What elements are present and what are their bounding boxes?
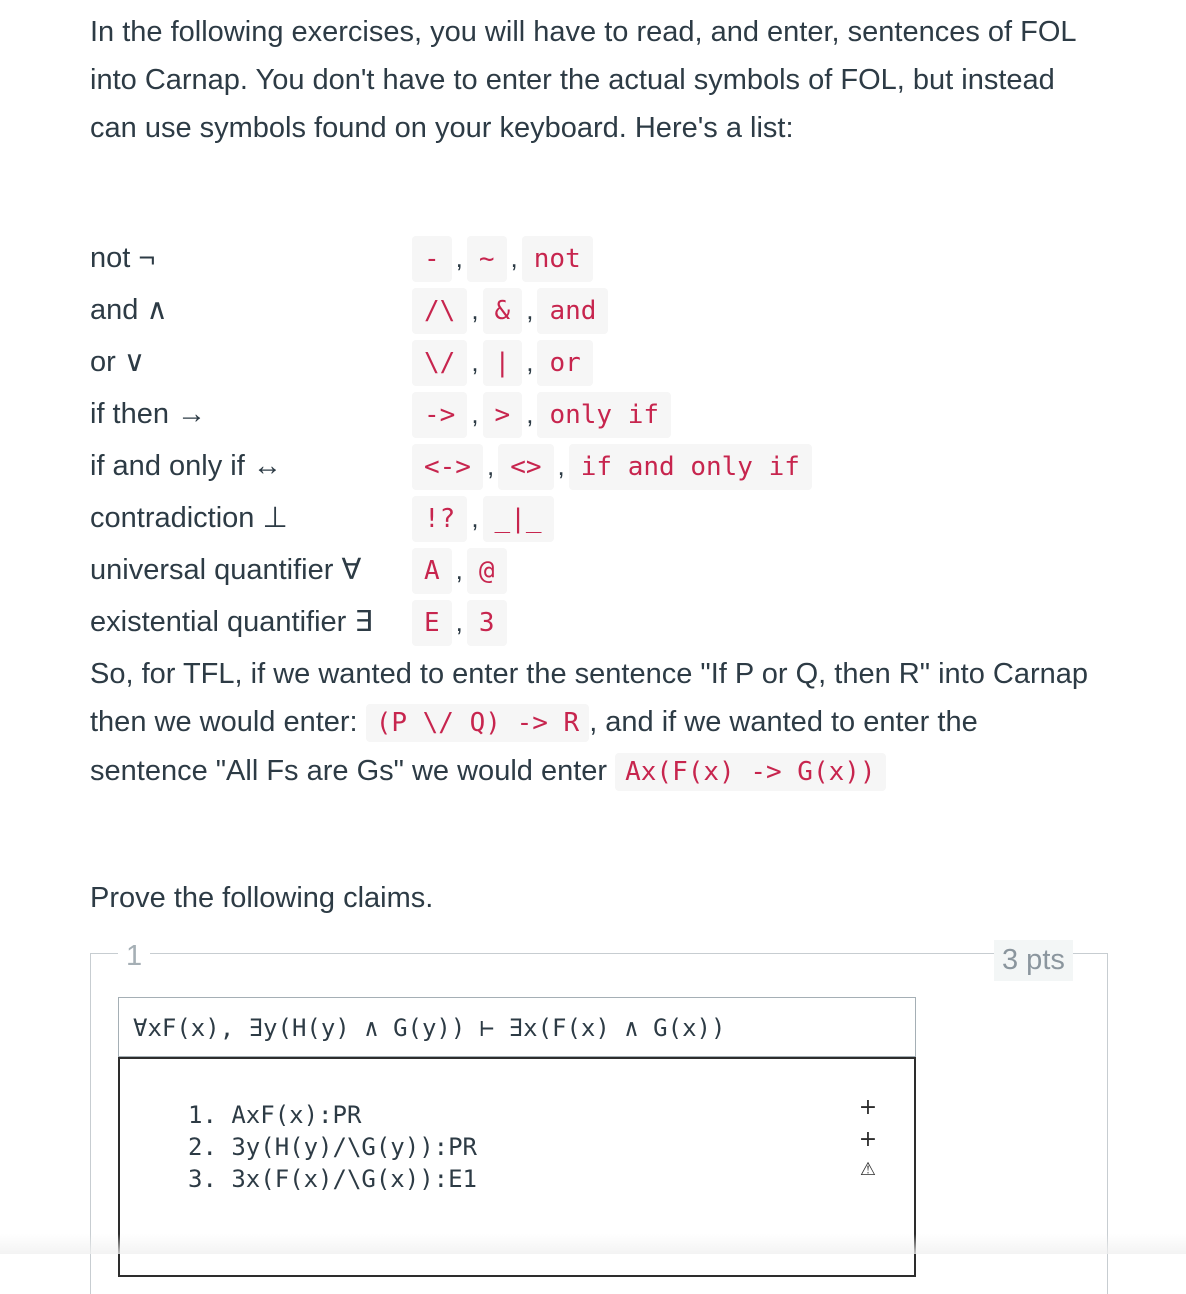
symbol-code: ~ [467, 236, 507, 282]
symbol-code: /\ [412, 288, 467, 334]
symbol-code: - [412, 236, 452, 282]
symbol-code: or [537, 340, 592, 386]
symbol-label: contradiction ⊥ [90, 502, 288, 534]
question-points: 3 pts [994, 940, 1073, 981]
symbol-code: and [537, 288, 608, 334]
scroll-fade [0, 1234, 1186, 1254]
symbol-label: or ∨ [90, 346, 146, 378]
proof-line[interactable]: 3. 3x(F(x)/\G(x)):E1 [188, 1165, 477, 1193]
warning-icon: ⚠ [859, 1159, 877, 1180]
symbol-code: @ [467, 548, 507, 594]
symbol-code: if and only if [569, 444, 812, 490]
symbol-code: <> [498, 444, 553, 490]
example-code-2: Ax(F(x) -> G(x)) [615, 753, 885, 791]
symbol-code: | [483, 340, 523, 386]
symbol-label: and ∧ [90, 294, 168, 326]
symbol-code: <-> [412, 444, 483, 490]
example-paragraph [90, 650, 1100, 796]
example-code-1: (P \/ Q) -> R [366, 704, 590, 742]
symbol-code: _|_ [483, 496, 554, 542]
question-number: 1 [118, 940, 150, 973]
intro-paragraph: In the following exercises, you will have to read, and enter, sentences of FOL into Carnap. You don't have to enter the actual symbols of FOL, but instead can use symbols found on your keyboard. Here's a list: [90, 16, 1076, 144]
sequent-display: ∀xF(x), ∃y(H(y) ∧ G(y)) ⊢ ∃x(F(x) ∧ G(x)) [118, 997, 916, 1057]
symbol-label: if then → [90, 398, 207, 430]
symbol-code: E [412, 600, 452, 646]
symbol-code: only if [537, 392, 671, 438]
symbol-code: & [483, 288, 523, 334]
symbol-code: not [522, 236, 593, 282]
symbol-label: not ¬ [90, 242, 156, 274]
proof-line[interactable]: 2. 3y(H(y)/\G(y)):PR [188, 1133, 477, 1161]
symbol-label: if and only if ↔ [90, 450, 282, 482]
symbol-label: existential quantifier ∃ [90, 606, 373, 638]
symbol-code: > [483, 392, 523, 438]
symbol-code: !? [412, 496, 467, 542]
example-text-1: So, for TFL, if we wanted to enter the sentence "If P or Q, then R" into Carnap then we would enter: [90, 658, 1088, 738]
check-plus-icon: + [858, 1127, 878, 1152]
symbol-code: \/ [412, 340, 467, 386]
prove-heading: Prove the following claims. [90, 882, 434, 914]
symbol-code: -> [412, 392, 467, 438]
symbol-code: 3 [467, 600, 507, 646]
symbol-code: A [412, 548, 452, 594]
example-text-2: , and if we wanted to enter the sentence "All Fs are Gs" we would enter [90, 706, 978, 787]
check-plus-icon: + [858, 1095, 878, 1120]
symbol-label: universal quantifier ∀ [90, 554, 362, 586]
proof-line[interactable]: 1. AxF(x):PR [188, 1101, 362, 1129]
